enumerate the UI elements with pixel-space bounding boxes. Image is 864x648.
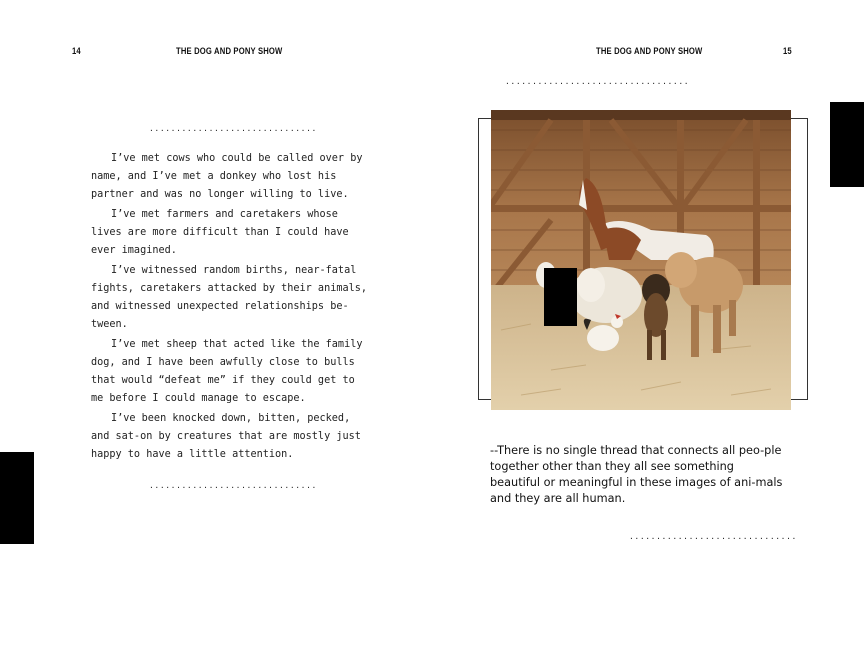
right-thumb-tab (830, 102, 864, 187)
paragraph: I’ve been knocked down, bitten, pecked, and sat-on by creatures that are mostly just happy to have a little attention. (91, 413, 361, 460)
left-thumb-tab (0, 452, 34, 544)
barn-animals-photo (491, 110, 791, 410)
left-page-number: 14 (72, 46, 81, 56)
left-body-text (91, 150, 373, 466)
right-page-number: 15 (783, 46, 792, 56)
photo-caption: --There is no single thread that connects all peo-ple together other than they all see something beautiful or meaningful in these images of ani-mals and they are all human. (490, 444, 783, 505)
left-divider-bottom: ............................... (149, 481, 317, 490)
paragraph: I’ve met cows who could be called over by name, and I’ve met a donkey who lost his partner and was no longer willing to live. (91, 153, 363, 200)
right-divider-top: .................................. (505, 77, 690, 86)
left-divider-top: ............................... (149, 124, 317, 133)
paragraph: I’ve met farmers and caretakers whose lives are more difficult than I could have ever imagined. (91, 209, 349, 256)
paragraph: I’ve met sheep that acted like the family dog, and I have been awfully close to bulls that would “defeat me” if they could get to me before I could manage to escape. (91, 339, 363, 404)
paragraph: I’ve witnessed random births, near-fatal fights, caretakers attacked by their animals, and witnessed unexpected relationships be-tween. (91, 265, 368, 330)
right-running-head: THE DOG AND PONY SHOW (596, 46, 703, 56)
right-divider-bottom: ............................... (629, 532, 797, 541)
left-running-head: THE DOG AND PONY SHOW (176, 46, 283, 56)
